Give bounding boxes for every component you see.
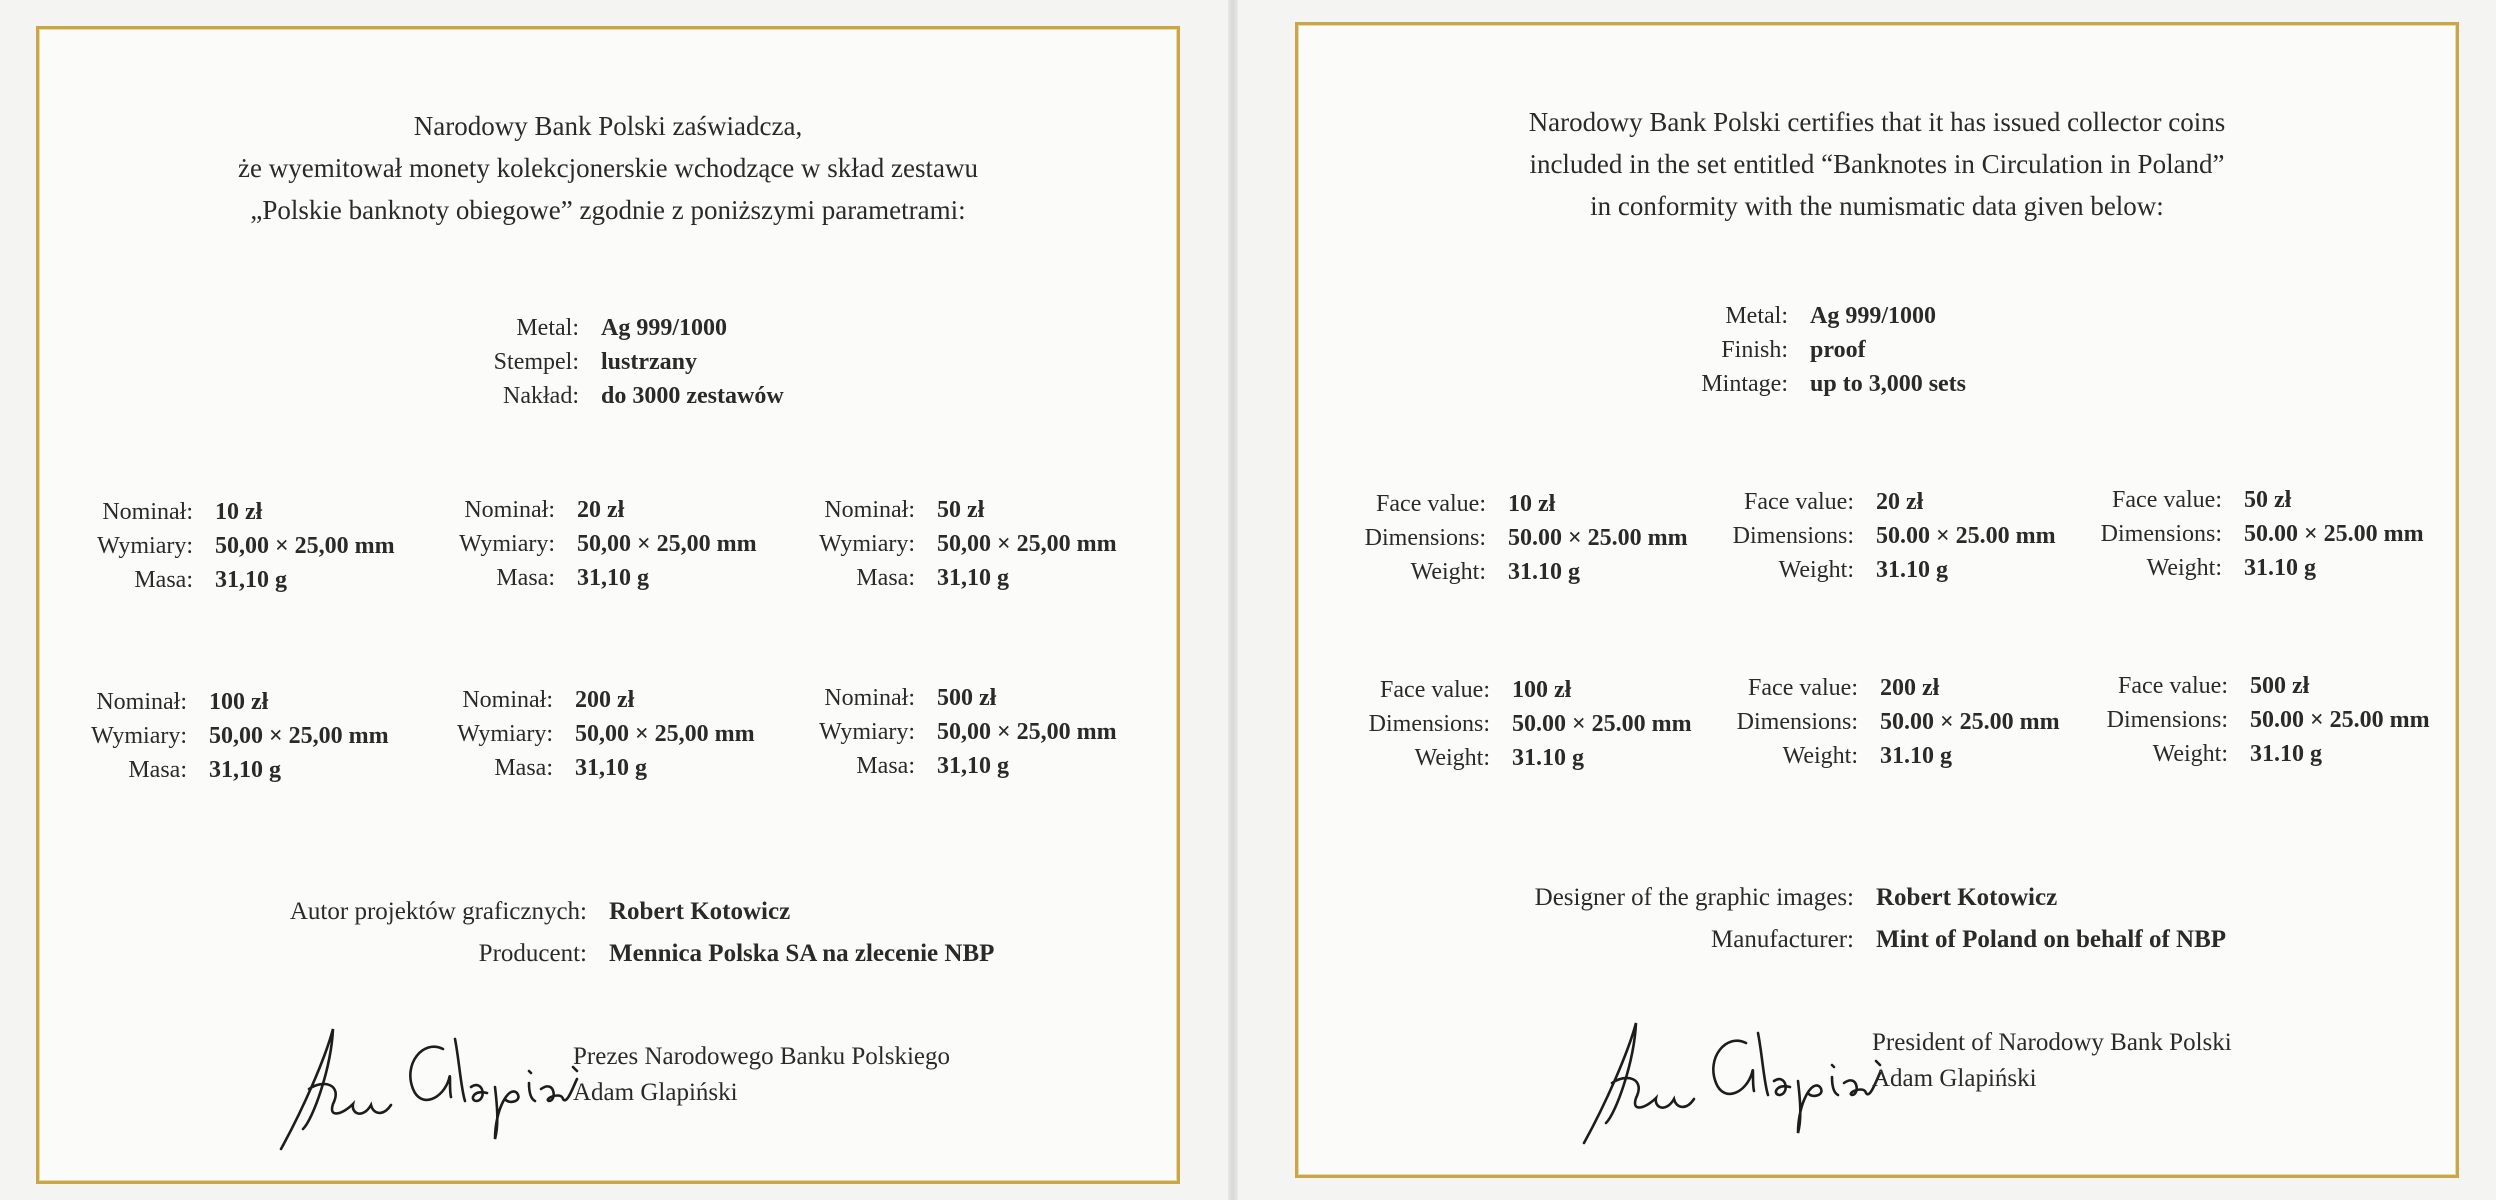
coin-label: Masa: <box>128 757 187 783</box>
intro-line: included in the set entitled “Banknotes in Circulation in Poland” <box>1529 149 2225 179</box>
credit-label: Designer of the graphic images: <box>1534 884 1854 911</box>
signature-caption <box>1872 1025 2232 1097</box>
spec-value: do 3000 zestawów <box>601 383 784 409</box>
coin-value: 31,10 g <box>937 753 1009 779</box>
coin-value: 50.00 × 25.00 mm <box>2244 521 2424 547</box>
coin-value: 50,00 × 25,00 mm <box>209 723 389 749</box>
coin-block-10 <box>49 495 395 597</box>
credits-list <box>159 891 994 975</box>
coin-label: Dimensions: <box>1732 523 1854 549</box>
coin-value: 10 zł <box>1508 491 1556 517</box>
coin-value: 20 zł <box>577 497 625 523</box>
coin-label: Dimensions: <box>1368 711 1490 737</box>
coin-value: 31.10 g <box>1880 743 1952 769</box>
certificate-page-polish <box>36 26 1180 1184</box>
credits-list <box>1418 877 2226 961</box>
spec-value: proof <box>1810 337 1866 363</box>
coin-label: Masa: <box>494 755 553 781</box>
spec-value: lustrzany <box>601 349 697 375</box>
spec-label: Metal: <box>1725 303 1788 329</box>
coin-block-10 <box>1308 487 1688 589</box>
coin-label: Dimensions: <box>2100 521 2222 547</box>
coin-label: Nominał: <box>462 687 553 713</box>
coin-value: 100 zł <box>1512 677 1572 703</box>
coin-block-100 <box>43 685 389 787</box>
credit-value: Robert Kotowicz <box>609 898 791 925</box>
coin-value: 31,10 g <box>215 567 287 593</box>
coin-value: 50.00 × 25.00 mm <box>2250 707 2430 733</box>
spec-value: up to 3,000 sets <box>1810 371 1967 397</box>
coin-value: 50,00 × 25,00 mm <box>575 721 755 747</box>
credit-value: Mint of Poland on behalf of NBP <box>1876 926 2227 953</box>
signature-name: Adam Glapiński <box>573 1079 738 1106</box>
coin-label: Face value: <box>1748 675 1858 701</box>
coin-label: Masa: <box>134 567 193 593</box>
intro-text <box>1298 101 2456 227</box>
coin-value: 10 zł <box>215 499 263 525</box>
spec-label: Finish: <box>1721 337 1788 363</box>
coin-value: 31,10 g <box>577 565 649 591</box>
coin-value: 31,10 g <box>209 757 281 783</box>
signature-title: President of Narodowy Bank Polski <box>1872 1029 2232 1056</box>
coin-label: Wymiary: <box>819 719 915 745</box>
coin-label: Masa: <box>856 753 915 779</box>
coin-label: Nominał: <box>464 497 555 523</box>
coin-label: Nominał: <box>824 497 915 523</box>
credit-label: Manufacturer: <box>1711 926 1854 953</box>
credit-value: Mennica Polska SA na zlecenie NBP <box>609 940 995 967</box>
signature-name: Adam Glapiński <box>1872 1065 2037 1092</box>
coin-value: 50,00 × 25,00 mm <box>937 719 1117 745</box>
intro-line: Narodowy Bank Polski certifies that it has issued collector coins <box>1528 107 2226 137</box>
coin-label: Weight: <box>1782 743 1858 769</box>
coin-label: Dimensions: <box>1736 709 1858 735</box>
spec-value: Ag 999/1000 <box>601 315 727 341</box>
coin-label: Weight: <box>1410 559 1486 585</box>
spec-list <box>1448 299 1966 401</box>
credit-label: Producent: <box>478 940 587 967</box>
coin-value: 31.10 g <box>1876 557 1948 583</box>
spec-label: Stempel: <box>493 349 579 375</box>
coin-label: Dimensions: <box>1364 525 1486 551</box>
coin-label: Nominał: <box>102 499 193 525</box>
coin-block-20 <box>411 493 757 595</box>
coin-value: 50.00 × 25.00 mm <box>1876 523 2056 549</box>
coin-value: 50,00 × 25,00 mm <box>937 531 1117 557</box>
coin-value: 200 zł <box>1880 675 1940 701</box>
coin-label: Face value: <box>1376 491 1486 517</box>
spec-label: Nakład: <box>503 383 579 409</box>
coin-value: 31.10 g <box>1512 745 1584 771</box>
intro-line: „Polskie banknoty obiegowe” zgodnie z poniższymi parametrami: <box>250 195 966 225</box>
coin-value: 500 zł <box>937 685 997 711</box>
coin-block-500 <box>2050 669 2430 771</box>
coin-block-50 <box>771 493 1117 595</box>
coin-label: Face value: <box>2112 487 2222 513</box>
signature-title: Prezes Narodowego Banku Polskiego <box>573 1043 951 1070</box>
coin-label: Face value: <box>2118 673 2228 699</box>
handwritten-signature <box>1576 1003 1906 1153</box>
coin-label: Wymiary: <box>91 723 187 749</box>
coin-label: Wymiary: <box>819 531 915 557</box>
coin-label: Nominał: <box>824 685 915 711</box>
coin-value: 31,10 g <box>937 565 1009 591</box>
intro-text <box>39 105 1177 231</box>
coin-label: Wymiary: <box>459 531 555 557</box>
handwritten-signature <box>273 1009 603 1159</box>
coin-label: Face value: <box>1380 677 1490 703</box>
coin-block-50 <box>2044 483 2424 585</box>
coin-value: 31.10 g <box>2244 555 2316 581</box>
intro-line: in conformity with the numismatic data given below: <box>1590 191 2164 221</box>
page-fold <box>1228 0 1238 1200</box>
spec-label: Metal: <box>516 315 579 341</box>
coin-label: Dimensions: <box>2106 707 2228 733</box>
coin-value: 50,00 × 25,00 mm <box>577 531 757 557</box>
coin-value: 50 zł <box>937 497 985 523</box>
coin-value: 31,10 g <box>575 755 647 781</box>
spec-label: Mintage: <box>1701 371 1788 397</box>
coin-value: 31.10 g <box>2250 741 2322 767</box>
coin-block-200 <box>409 683 755 785</box>
coin-label: Weight: <box>1778 557 1854 583</box>
coin-block-500 <box>771 681 1117 783</box>
coin-value: 50.00 × 25.00 mm <box>1508 525 1688 551</box>
credit-value: Robert Kotowicz <box>1876 884 2058 911</box>
coin-label: Masa: <box>496 565 555 591</box>
coin-value: 500 zł <box>2250 673 2310 699</box>
spec-list <box>223 311 784 413</box>
coin-label: Masa: <box>856 565 915 591</box>
coin-value: 100 zł <box>209 689 269 715</box>
coin-value: 50.00 × 25.00 mm <box>1880 709 2060 735</box>
coin-block-200 <box>1680 671 2060 773</box>
intro-line: że wyemitował monety kolekcjonerskie wchodzące w skład zestawu <box>238 153 978 183</box>
intro-line: Narodowy Bank Polski zaświadcza, <box>413 111 803 141</box>
coin-block-20 <box>1676 485 2056 587</box>
coin-value: 20 zł <box>1876 489 1924 515</box>
coin-value: 50 zł <box>2244 487 2292 513</box>
signature-caption <box>573 1039 950 1111</box>
coin-label: Weight: <box>1414 745 1490 771</box>
spec-value: Ag 999/1000 <box>1810 303 1936 329</box>
coin-value: 50,00 × 25,00 mm <box>215 533 395 559</box>
coin-block-100 <box>1312 673 1692 775</box>
coin-label: Weight: <box>2152 741 2228 767</box>
coin-label: Nominał: <box>96 689 187 715</box>
coin-value: 50.00 × 25.00 mm <box>1512 711 1692 737</box>
coin-label: Weight: <box>2146 555 2222 581</box>
coin-label: Wymiary: <box>457 721 553 747</box>
coin-label: Wymiary: <box>97 533 193 559</box>
certificate-page-english <box>1295 22 2459 1178</box>
credit-label: Autor projektów graficznych: <box>289 898 587 925</box>
coin-value: 31.10 g <box>1508 559 1580 585</box>
coin-value: 200 zł <box>575 687 635 713</box>
coin-label: Face value: <box>1744 489 1854 515</box>
